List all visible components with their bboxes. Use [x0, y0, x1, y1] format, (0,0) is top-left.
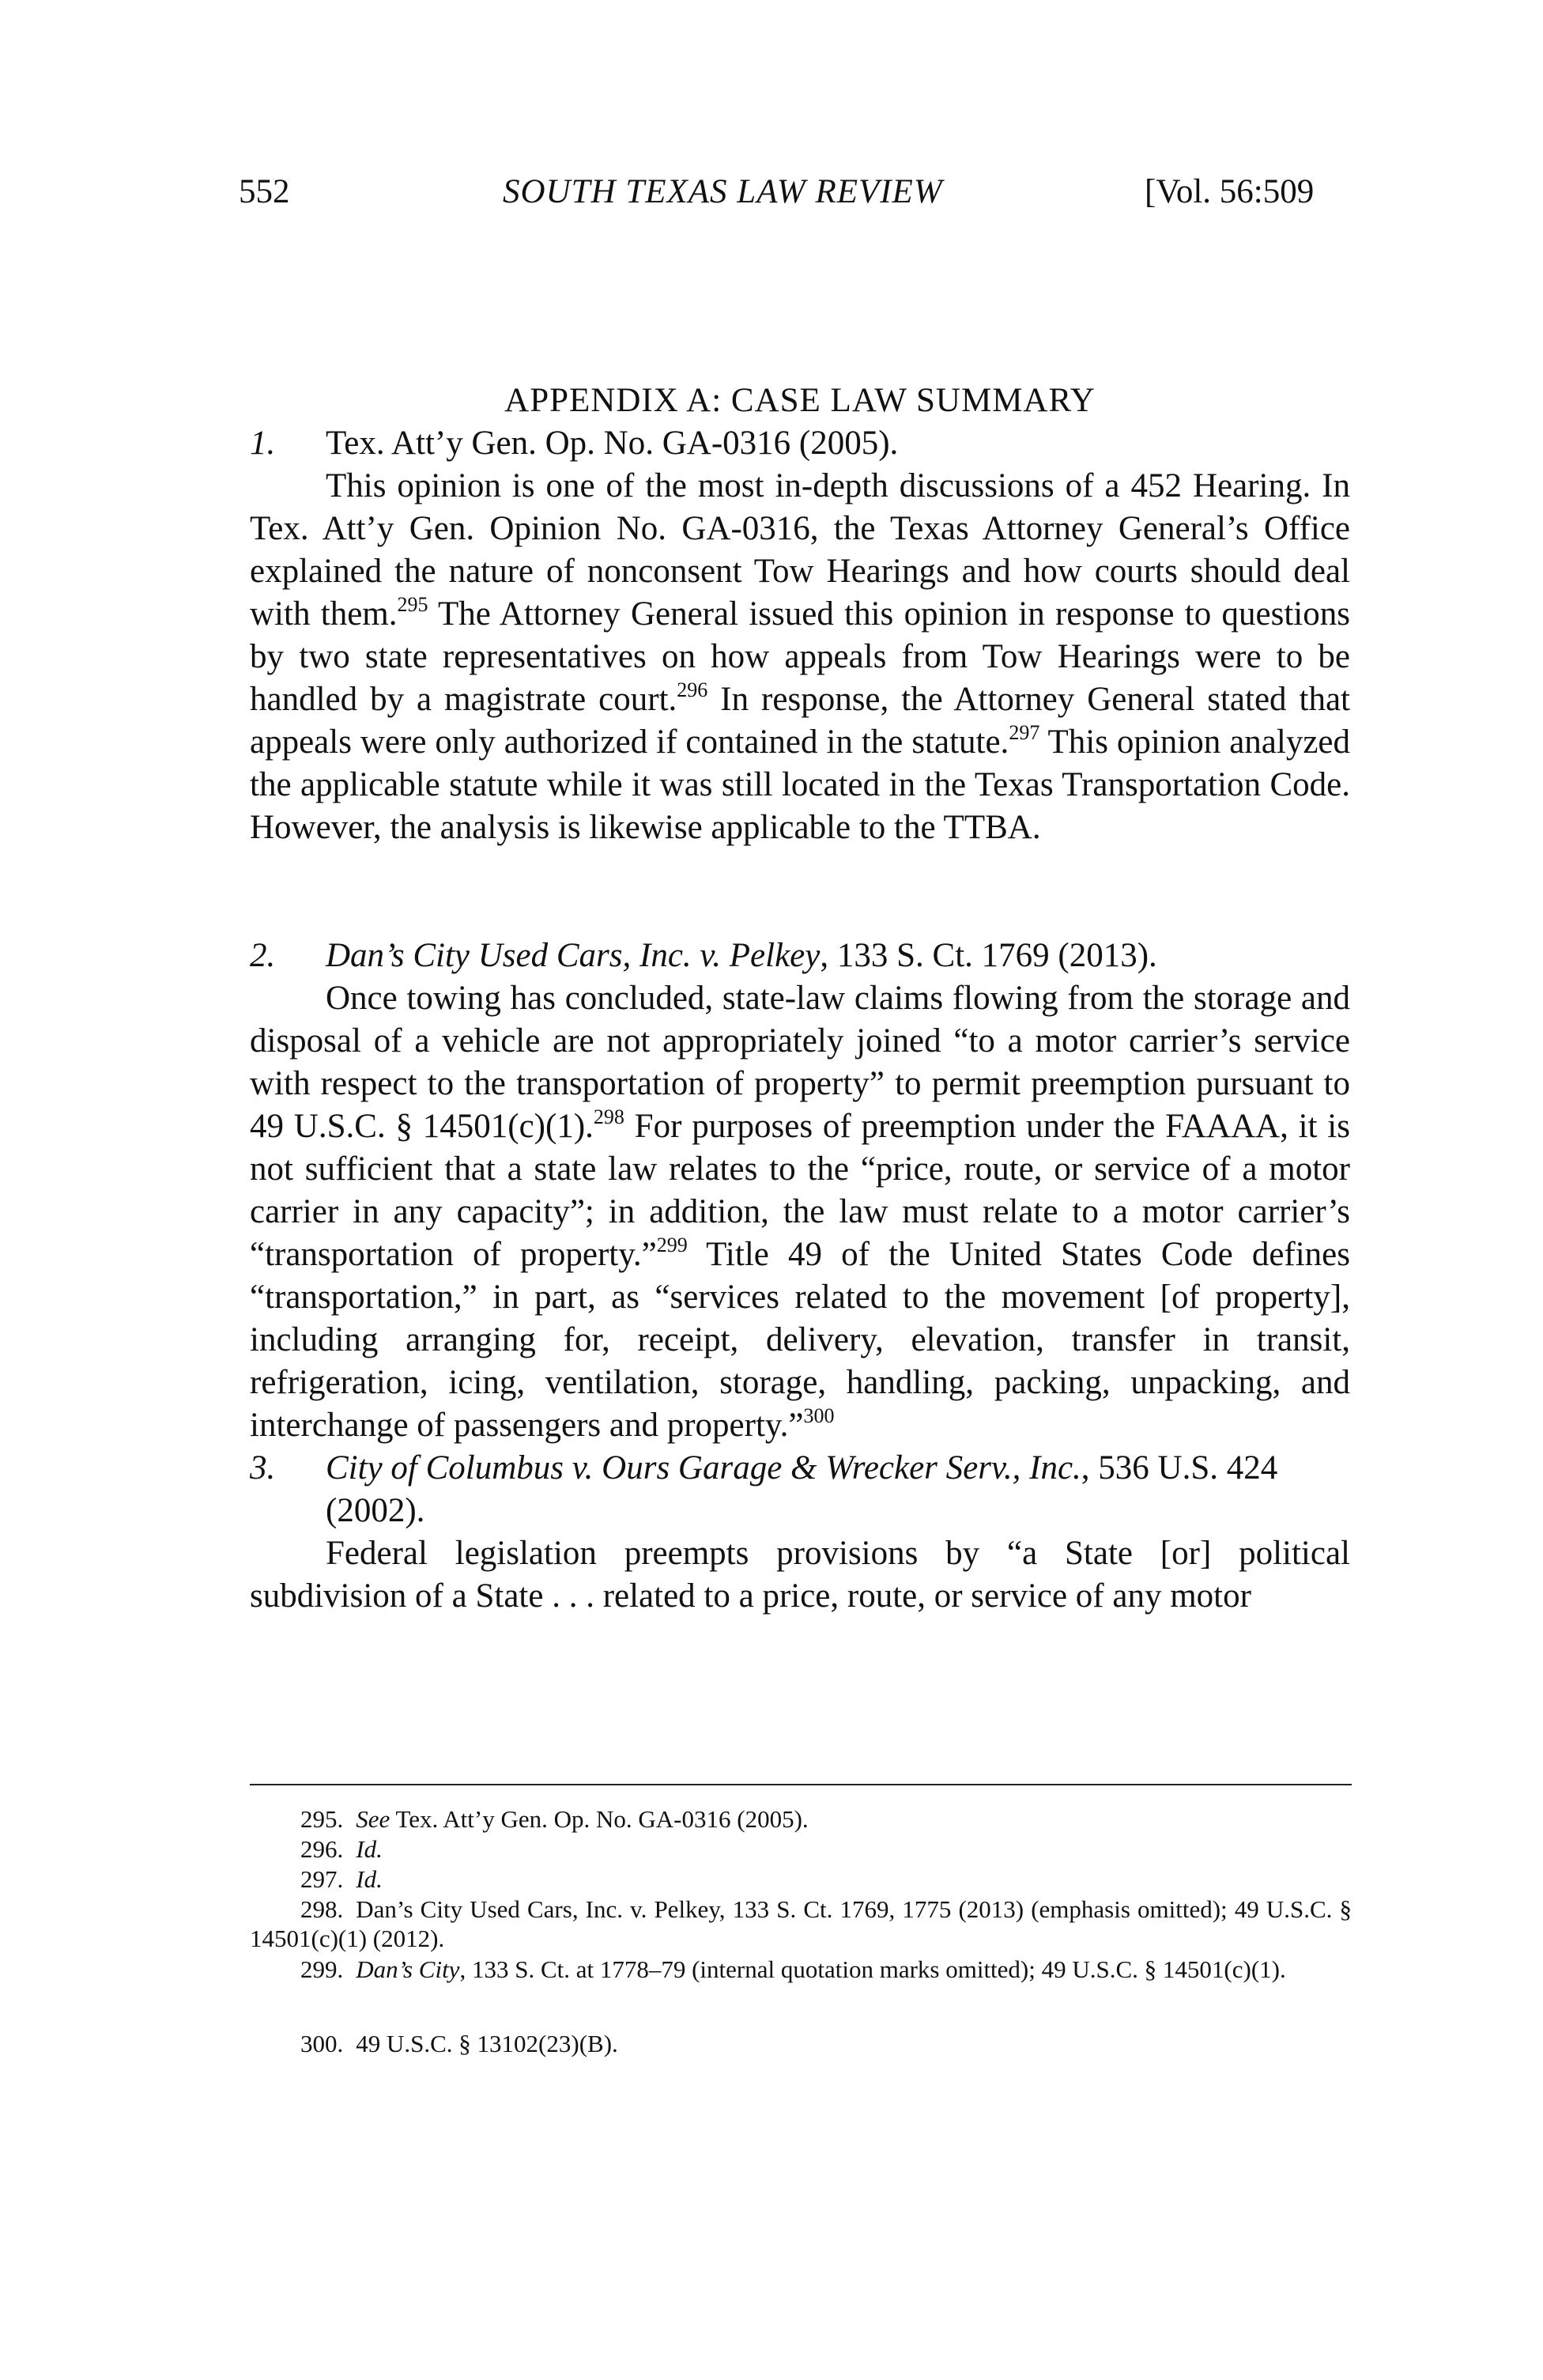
case-citation: , 536 U.S. 424 — [1081, 1449, 1278, 1487]
case-number: 3. — [250, 1449, 276, 1487]
case-citation: , 133 S. Ct. 1769 (2013). — [820, 937, 1157, 974]
footnote-298: 298. Dan’s City Used Cars, Inc. v. Pelkey, 133 S. Ct. 1769, 1775 (2013) (emphasis omitted); 49 U.S.C. § 14501(c)(1) (2012). — [250, 1895, 1352, 1952]
footnote-ref: 298 — [593, 1105, 624, 1128]
volume-citation: [Vol. 56:509 — [1145, 173, 1315, 210]
journal-title: SOUTH TEXAS LAW REVIEW — [503, 173, 943, 210]
case-name: City of Columbus v. Ours Garage & Wrecker Serv., Inc. — [326, 1449, 1081, 1487]
case-3-paragraph: Federal legislation preempts provisions by “a State [or] political subdivision of a State . . . related to a price, route, or service of any motor — [250, 1535, 1350, 1615]
footnote-297: 297. Id. — [300, 1865, 383, 1893]
footnote-295: 295. See Tex. Att’y Gen. Op. No. GA-0316 (2005). — [300, 1805, 809, 1833]
case-number: 1. — [250, 425, 276, 462]
appendix-title: APPENDIX A: CASE LAW SUMMARY — [504, 382, 1096, 419]
footnote-divider — [250, 1784, 1352, 1785]
footnote-ref: 300 — [803, 1403, 835, 1427]
case-number: 2. — [250, 937, 276, 974]
case-2-paragraph: Once towing has concluded, state-law claims flowing from the storage and disposal of a vehicle are not appropriately joined “to a motor carrier’s service with respect to the transportation of property” to permit preemption pursuant to 49 U.S.C. § 14501(c)(1).$^{298}$ For purposes of preemption under the FAAAA, it is not sufficient that a state law relates to the “price, route, or service of a motor carrier in any capacity”; in addition, the law must relate to a motor carrier’s “transportation of property.”$^{299}$ Title 49 of the United States Code defines “transportation,” in part, as “services related to the movement [of property], including arranging for, receipt, delivery, elevation, transfer in transit, refrigeration, icing, ventilation, storage, handling, packing, unpacking, and interchange of passengers and property.”$^{300}$ — [250, 980, 1351, 1444]
page-number: 552 — [239, 173, 290, 210]
case-name: Dan’s City Used Cars, Inc. v. Pelkey — [326, 937, 821, 974]
case-1-heading — [250, 422, 1350, 465]
footnote-299: 299. Dan’s City, 133 S. Ct. at 1778–79 (internal quotation marks omitted); 49 U.S.C. § 14501(c)(1). — [300, 1955, 1286, 1983]
footnote-ref: 296 — [677, 678, 708, 701]
case-1-paragraph: This opinion is one of the most in-depth discussions of a 452 Hearing. In Tex. Att’y Gen. Opinion No. GA-0316, the Texas Attorney General’s Office explained the nature of nonconsent Tow Hearings and how courts should deal with them.$^{295}$ The Attorney General issued this opinion in response to questions by two state representatives on how appeals from Tow Hearings were to be handled by a magistrate court.$^{296}$ In response, the Attorney General stated that appeals were only authorized if contained in the statute.$^{297}$ This opinion analyzed the applicable statute while it was still located in the Texas Transportation Code. However, the analysis is likewise applicable to the TTBA. — [250, 467, 1350, 846]
footnote-ref: 297 — [1009, 720, 1040, 744]
case-3-heading — [250, 1447, 1350, 1532]
footnote-ref: 299 — [656, 1233, 688, 1256]
case-year: (2002). — [326, 1492, 425, 1529]
footnote-ref: 295 — [397, 592, 428, 616]
case-citation: Tex. Att’y Gen. Op. No. GA-0316 (2005). — [326, 425, 899, 462]
footnote-296: 296. Id. — [300, 1835, 383, 1863]
case-2-heading — [250, 935, 1350, 977]
footnote-300: 300. 49 U.S.C. § 13102(23)(B). — [300, 2030, 618, 2057]
